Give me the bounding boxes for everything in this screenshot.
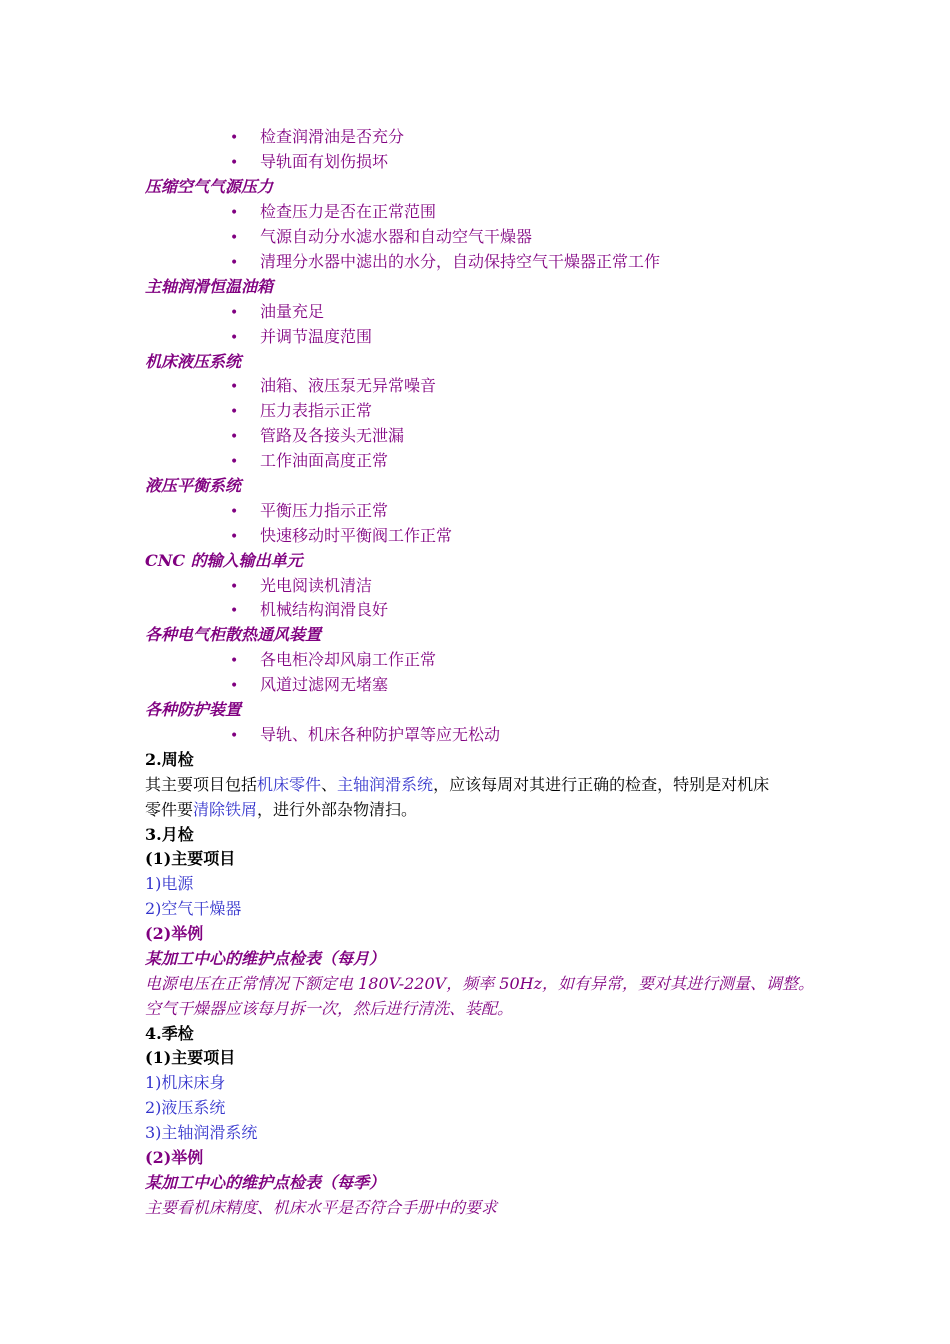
bullet-icon: • <box>230 330 239 346</box>
list-item: • 检查润滑油是否充分 <box>230 124 404 149</box>
bullet-icon: • <box>230 504 239 520</box>
machine-parts-link[interactable]: 机床零件 <box>257 775 322 794</box>
section-heading: 主轴润滑恒温油箱 <box>145 277 274 296</box>
list-item: • 清理分水器中滤出的水分，自动保持空气干燥器正常工作 <box>230 249 660 274</box>
list-item: • 油量充足 <box>230 299 324 324</box>
list-item: • 油箱、液压泵无异常噪音 <box>230 373 436 398</box>
list-item: • 导轨面有划伤损坏 <box>230 149 388 174</box>
bullet-icon: • <box>230 305 239 321</box>
section-heading: 各种防护装置 <box>145 700 242 719</box>
list-item: • 并调节温度范围 <box>230 324 372 349</box>
quarterly-table-title: 某加工中心的维护点检表（每季） <box>145 1173 386 1192</box>
monthly-description: 空气干燥器应该每月拆一次，然后进行清洗、装配。 <box>145 999 514 1018</box>
list-item: • 各电柜冷却风扇工作正常 <box>230 647 436 672</box>
bullet-icon: • <box>230 155 239 171</box>
list-item: • 导轨、机床各种防护罩等应无松动 <box>230 722 500 747</box>
quarterly-main-items-heading: (1)主要项目 <box>145 1048 236 1067</box>
list-item: • 气源自动分水滤水器和自动空气干燥器 <box>230 224 532 249</box>
bullet-icon: • <box>230 230 239 246</box>
bullet-icon: • <box>230 429 239 445</box>
bullet-icon: • <box>230 678 239 694</box>
monthly-main-items-heading: (1)主要项目 <box>145 849 236 868</box>
weekly-paragraph-line-2: 零件要清除铁屑，进行外部杂物清扫。 <box>145 800 418 819</box>
bullet-icon: • <box>230 454 239 470</box>
bullet-icon: • <box>230 379 239 395</box>
list-item: • 压力表指示正常 <box>230 398 372 423</box>
monthly-table-title: 某加工中心的维护点检表（每月） <box>145 949 386 968</box>
list-item: • 工作油面高度正常 <box>230 448 388 473</box>
list-item: • 机械结构润滑良好 <box>230 597 388 622</box>
monthly-heading: 3.月检 <box>145 825 194 844</box>
list-item: • 光电阅读机清洁 <box>230 573 372 598</box>
monthly-example-heading: (2)举例 <box>145 924 204 943</box>
remove-chips-link[interactable]: 清除铁屑 <box>193 800 258 819</box>
section-heading: 各种电气柜散热通风装置 <box>145 625 322 644</box>
quarterly-heading: 4.季检 <box>145 1024 194 1043</box>
bullet-icon: • <box>230 579 239 595</box>
weekly-heading: 2.周检 <box>145 750 194 769</box>
bullet-icon: • <box>230 255 239 271</box>
bullet-icon: • <box>230 653 239 669</box>
section-heading: 机床液压系统 <box>145 352 242 371</box>
list-item: • 管路及各接头无泄漏 <box>230 423 404 448</box>
list-item: • 检查压力是否在正常范围 <box>230 199 436 224</box>
bullet-icon: • <box>230 529 239 545</box>
section-heading: 压缩空气气源压力 <box>145 177 274 196</box>
bullet-icon: • <box>230 404 239 420</box>
monthly-item: 2)空气干燥器 <box>145 899 242 918</box>
section-heading: 液压平衡系统 <box>145 476 242 495</box>
quarterly-item: 2)液压系统 <box>145 1098 226 1117</box>
list-item: • 快速移动时平衡阀工作正常 <box>230 523 452 548</box>
list-item: • 风道过滤网无堵塞 <box>230 672 388 697</box>
quarterly-example-heading: (2)举例 <box>145 1148 204 1167</box>
spindle-lubrication-link[interactable]: 主轴润滑系统 <box>337 775 434 794</box>
bullet-icon: • <box>230 130 239 146</box>
monthly-description: 电源电压在正常情况下额定电 180V-220V，频率 50Hz，如有异常，要对其进行测量、调整。 <box>145 974 815 993</box>
bullet-icon: • <box>230 728 239 744</box>
monthly-item: 1)电源 <box>145 874 194 893</box>
quarterly-item: 3)主轴润滑系统 <box>145 1123 258 1142</box>
quarterly-description: 主要看机床精度、机床水平是否符合手册中的要求 <box>145 1198 498 1217</box>
bullet-icon: • <box>230 205 239 221</box>
quarterly-item: 1)机床床身 <box>145 1073 226 1092</box>
bullet-icon: • <box>230 603 239 619</box>
weekly-paragraph-line-1: 其主要项目包括机床零件、主轴润滑系统，应该每周对其进行正确的检查，特别是对机床 <box>145 775 770 794</box>
list-item: • 平衡压力指示正常 <box>230 498 388 523</box>
section-heading: CNC 的输入输出单元 <box>145 551 303 570</box>
